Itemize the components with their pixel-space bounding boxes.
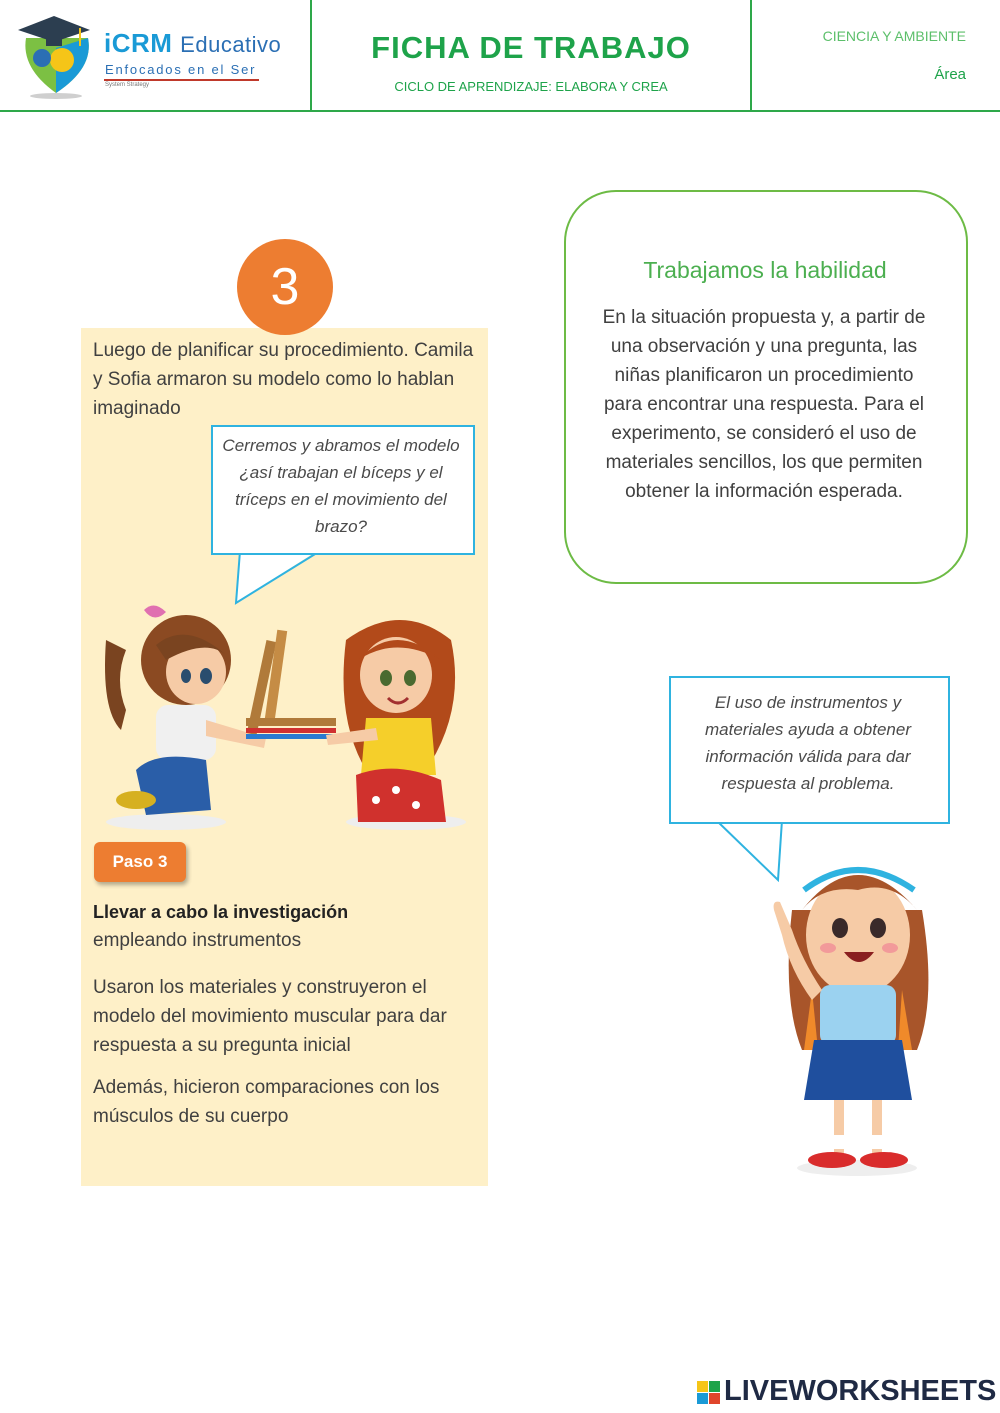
girl-illustration — [752, 850, 932, 1180]
area-label: Área — [934, 66, 966, 83]
logo-icon — [16, 8, 106, 100]
skill-box-title: Trabajamos la habilidad — [643, 257, 887, 283]
logo-brand: iCRM Educativo — [104, 28, 282, 58]
intro-paragraph: Luego de planificar su procedimiento. Camila y Sofia armaron su modelo como lo hablan imaginado — [93, 340, 474, 419]
step-subtitle: empleando instrumentos — [93, 930, 302, 951]
paragraph-three: Además, hicieron comparaciones con los músculos de su cuerpo — [93, 1077, 440, 1127]
page-title: FICHA DE TRABAJO — [371, 30, 691, 65]
paragraph-two: Usaron los materiales y construyeron el modelo del movimiento muscular para dar respuesta a su pregunta inicial — [93, 977, 447, 1056]
logo-tagline: Enfocados en el Ser — [105, 62, 257, 77]
logo-small-text: System Strategy — [105, 82, 150, 88]
page-subtitle: CICLO DE APRENDIZAJE: ELABORA Y CREA — [394, 79, 668, 94]
skill-box-text: En la situación propuesta y, a partir de una observación y una pregunta, las niñas planificaron un procedimiento para encontrar una respuesta. Para el experimento, se consideró el uso de materiales sencillos, los que permiten obtener la información esperada. — [602, 307, 926, 502]
logo-brand-suffix: Educativo — [180, 32, 282, 57]
liveworksheets-brand: LIVEWORKSHEETS — [724, 1375, 997, 1407]
step-badge: Paso 3 — [94, 842, 186, 882]
liveworksheets-logo-icon — [697, 1375, 721, 1411]
girls-illustration — [96, 600, 476, 835]
speech-bubble-text: El uso de instrumentos y materiales ayuda a obtener información válida para dar respuesta al problema. — [704, 693, 912, 793]
header-divider — [750, 0, 752, 110]
speech-tail-left — [230, 549, 330, 605]
logo-underline — [104, 79, 259, 81]
speech-bubble-text: Cerremos y abramos el modelo ¿así trabajan el bíceps y el tríceps en el movimiento del brazo? — [222, 436, 460, 536]
step-title: Llevar a cabo la investigación — [93, 902, 349, 922]
area-name: CIENCIA Y AMBIENTE — [822, 28, 966, 44]
step-number-badge: 3 — [237, 239, 333, 335]
